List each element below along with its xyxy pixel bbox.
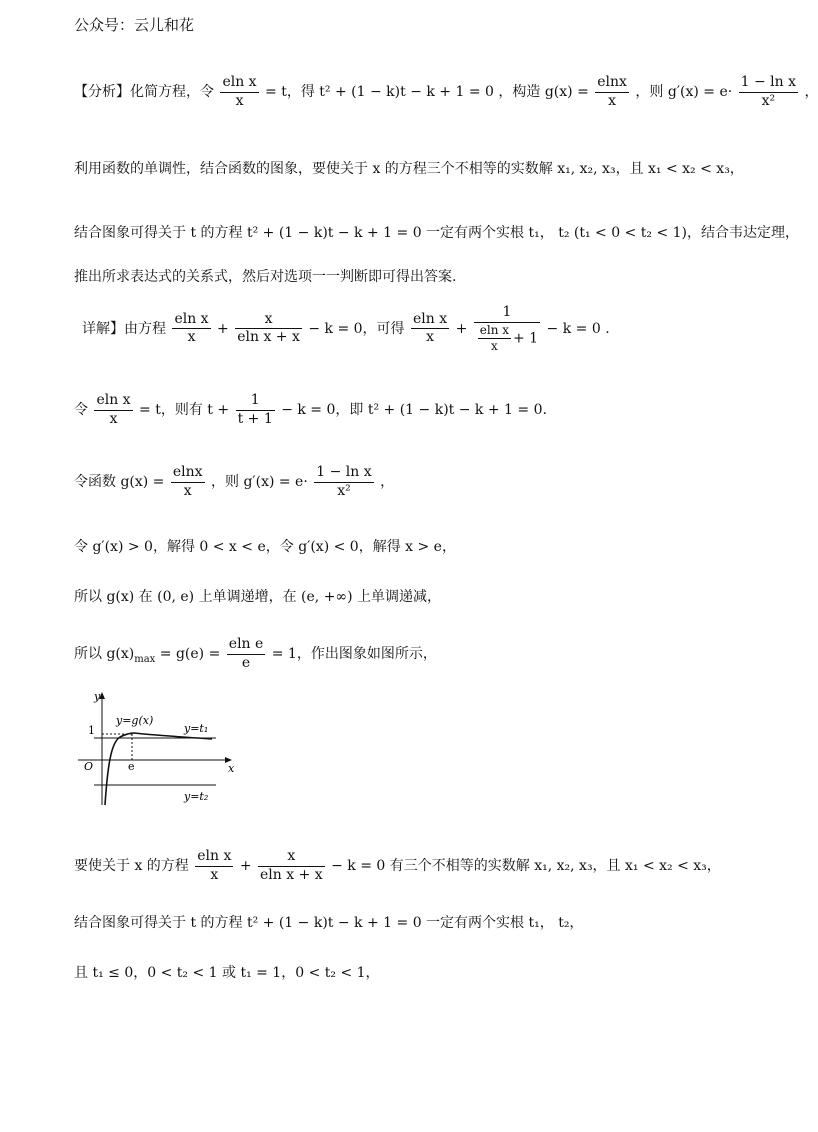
equation: g′(x) = e· bbox=[667, 84, 733, 100]
text-line: 利用函数的单调性，结合函数的图象，要使关于 x 的方程三个不相等的实数解 x₁, x₂, x₃，且 x₁ < x₂ < x₃， bbox=[74, 161, 744, 177]
function-graph bbox=[72, 690, 242, 810]
t2-label: y=t₂ bbox=[184, 790, 209, 803]
text-line: 令 g′(x) > 0，解得 0 < x < e，令 g′(x) < 0，解得 x > e， bbox=[74, 539, 456, 555]
text: ， bbox=[804, 84, 818, 100]
text: ，构造 bbox=[498, 84, 541, 100]
origin-label: O bbox=[84, 760, 94, 773]
x-label: x bbox=[228, 762, 235, 775]
t1-label: y=t₁ bbox=[184, 722, 209, 735]
fraction: $\frac{\text{1 − ln x}}{\text{x²}}$ bbox=[740, 74, 797, 109]
one-label: 1 bbox=[88, 724, 95, 737]
equation: g(x) = bbox=[544, 84, 589, 100]
fraction: $\frac{elnx}{x}$ bbox=[597, 74, 627, 109]
detail-line: 详解】由方程 $\frac{\text{eln x}}{x}$ + $\frac{x}{\text{eln x + x}}$ − k = 0，可得 $\frac{\text{eln x}}{x}$ + 1 $\frac{\text{eln x}}{x}$ + 1 − k = 0 . bbox=[82, 304, 610, 353]
text-line: 结合图象可得关于 t 的方程 t² + (1 − k)t − k + 1 = 0 一定有两个实根 t₁， t₂ (t₁ < 0 < t₂ < 1)，结合韦达定理， bbox=[74, 225, 799, 241]
e-label: e bbox=[128, 760, 135, 773]
let-line: 令 $\frac{\text{eln x}}{x}$ = t，则有 t + $\frac{1}{t + 1}$ − k = 0，即 t² + (1 − k)t − k + 1 = 0. bbox=[74, 392, 547, 427]
text: = t，得 bbox=[265, 84, 315, 100]
analysis-line bbox=[74, 74, 818, 110]
fraction: $\frac{\text{eln x}}{x}$ bbox=[222, 74, 257, 109]
text-line: 推出所求表达式的关系式，然后对选项一一判断即可得出答案. bbox=[74, 269, 457, 285]
equation: t² + (1 − k)t − k + 1 = 0 bbox=[319, 84, 494, 100]
max-line: 所以 $g(x)_{max} = g(e)$ = $\frac{\text{eln e}}{e}$ = 1，作出图象如图所示， bbox=[74, 636, 437, 671]
y-label: y bbox=[94, 690, 101, 703]
function-line: 令函数 g(x) = $\frac{elnx}{x}$ ，则 g′(x) = e· $\frac{\text{1 − ln x}}{\text{x²}}$ ， bbox=[74, 464, 395, 499]
header-account: 公众号：云儿和花 bbox=[74, 16, 195, 34]
curve-label: y=g(x) bbox=[116, 714, 154, 727]
text: ，则 bbox=[635, 84, 664, 100]
text-line: 结合图象可得关于 t 的方程 t² + (1 − k)t − k + 1 = 0 一定有两个实根 t₁， t₂， bbox=[74, 915, 584, 931]
text-line: 所以 g(x) 在 (0, e) 上单调递增，在 (e, +∞) 上单调递减， bbox=[74, 589, 441, 605]
text-line: 且 t₁ ≤ 0，0 < t₂ < 1 或 t₁ = 1，0 < t₂ < 1， bbox=[74, 965, 380, 981]
requirement-line: 要使关于 x 的方程 $\frac{\text{eln x}}{x}$ + $\frac{x}{\text{eln x + x}}$ − k = 0 有三个不相等的实数解 x₁, x₂, x₃，且 x₁ < x₂ < x₃， bbox=[74, 848, 721, 883]
text: 【分析】化简方程，令 bbox=[74, 84, 214, 100]
